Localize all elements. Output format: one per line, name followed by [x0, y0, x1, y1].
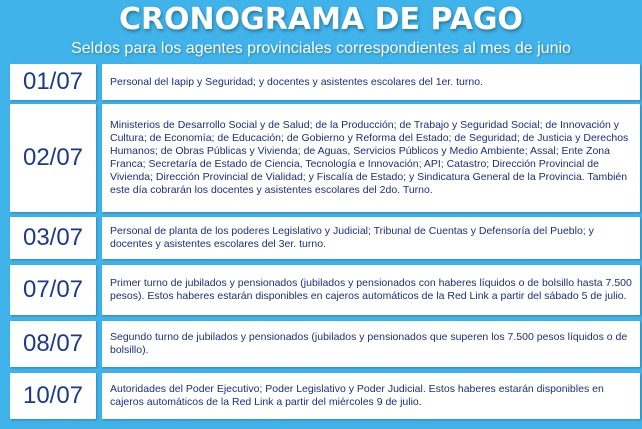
schedule-description-text: Segundo turno de jubilados y pensionados (jubilados y pensionados que superen los 7.500 pesos líquidos o de bolsillo). — [110, 331, 628, 356]
schedule-date: 02/07 — [10, 104, 96, 212]
schedule-description — [102, 265, 640, 315]
schedule-description — [102, 321, 640, 367]
schedule-date: 10/07 — [10, 373, 96, 419]
schedule-date: 07/07 — [10, 265, 96, 315]
page-title: CRONOGRAMA DE PAGO — [118, 2, 524, 37]
schedule-description-text: Primer turno de jubilados y pensionados (jubilados y pensionados con haberes líquidos o de bolsillo hasta 7.500 pesos). Estos haberes estarán disponibles en cajeros automáticos de la Red Link a partir del sábado 5 de julio. — [110, 277, 632, 302]
schedule-description-text: Personal del Iapip y Seguridad; y docentes y asistentes escolares del 1er. turno. — [110, 75, 483, 88]
page-subtitle: Seldos para los agentes provinciales correspondientes al mes de junio — [71, 40, 571, 57]
schedule-date: 03/07 — [10, 217, 96, 259]
schedule-description-text: Autoridades del Poder Ejecutivo; Poder Legislativo y Poder Judicial. Estos haberes estarán disponibles en cajeros automáticos de la Red Link a partir del miércoles 9 de julio. — [110, 383, 604, 408]
schedule-date: 01/07 — [10, 64, 96, 100]
schedule-date: 08/07 — [10, 321, 96, 367]
schedule-description-text: Personal de planta de los poderes Legislativo y Judicial; Tribunal de Cuentas y Defensoría del Pueblo; y docentes y asistentes escolares del 3er. turno. — [110, 225, 594, 250]
schedule-description-text: Ministerios de Desarrollo Social y de Salud; de la Producción; de Trabajo y Seguridad Social; de Innovación y Cultura; de Economía; de Educación; de Gobierno y Reforma del Estado; de Seguridad; de Justicia y Derechos Humanos; de Obras Públicas y Vivienda; de Aguas, Servicios Públicos y Medio Ambiente; Assal; Ente Zona Franca; Secretaría de Estado de Ciencia, Tecnología e Innovación; API; Catastro; Dirección Provincial de Vivienda; Dirección Provincial de Vialidad; y Fiscalía de Estado; y Sindicatura General de la Provincia. También este día cobrarán los docentes y asistentes escolares del 2do. Turno. — [110, 119, 629, 196]
schedule-description — [102, 217, 640, 259]
schedule-description — [102, 64, 640, 100]
schedule-description — [102, 104, 640, 212]
schedule-description — [102, 373, 640, 419]
